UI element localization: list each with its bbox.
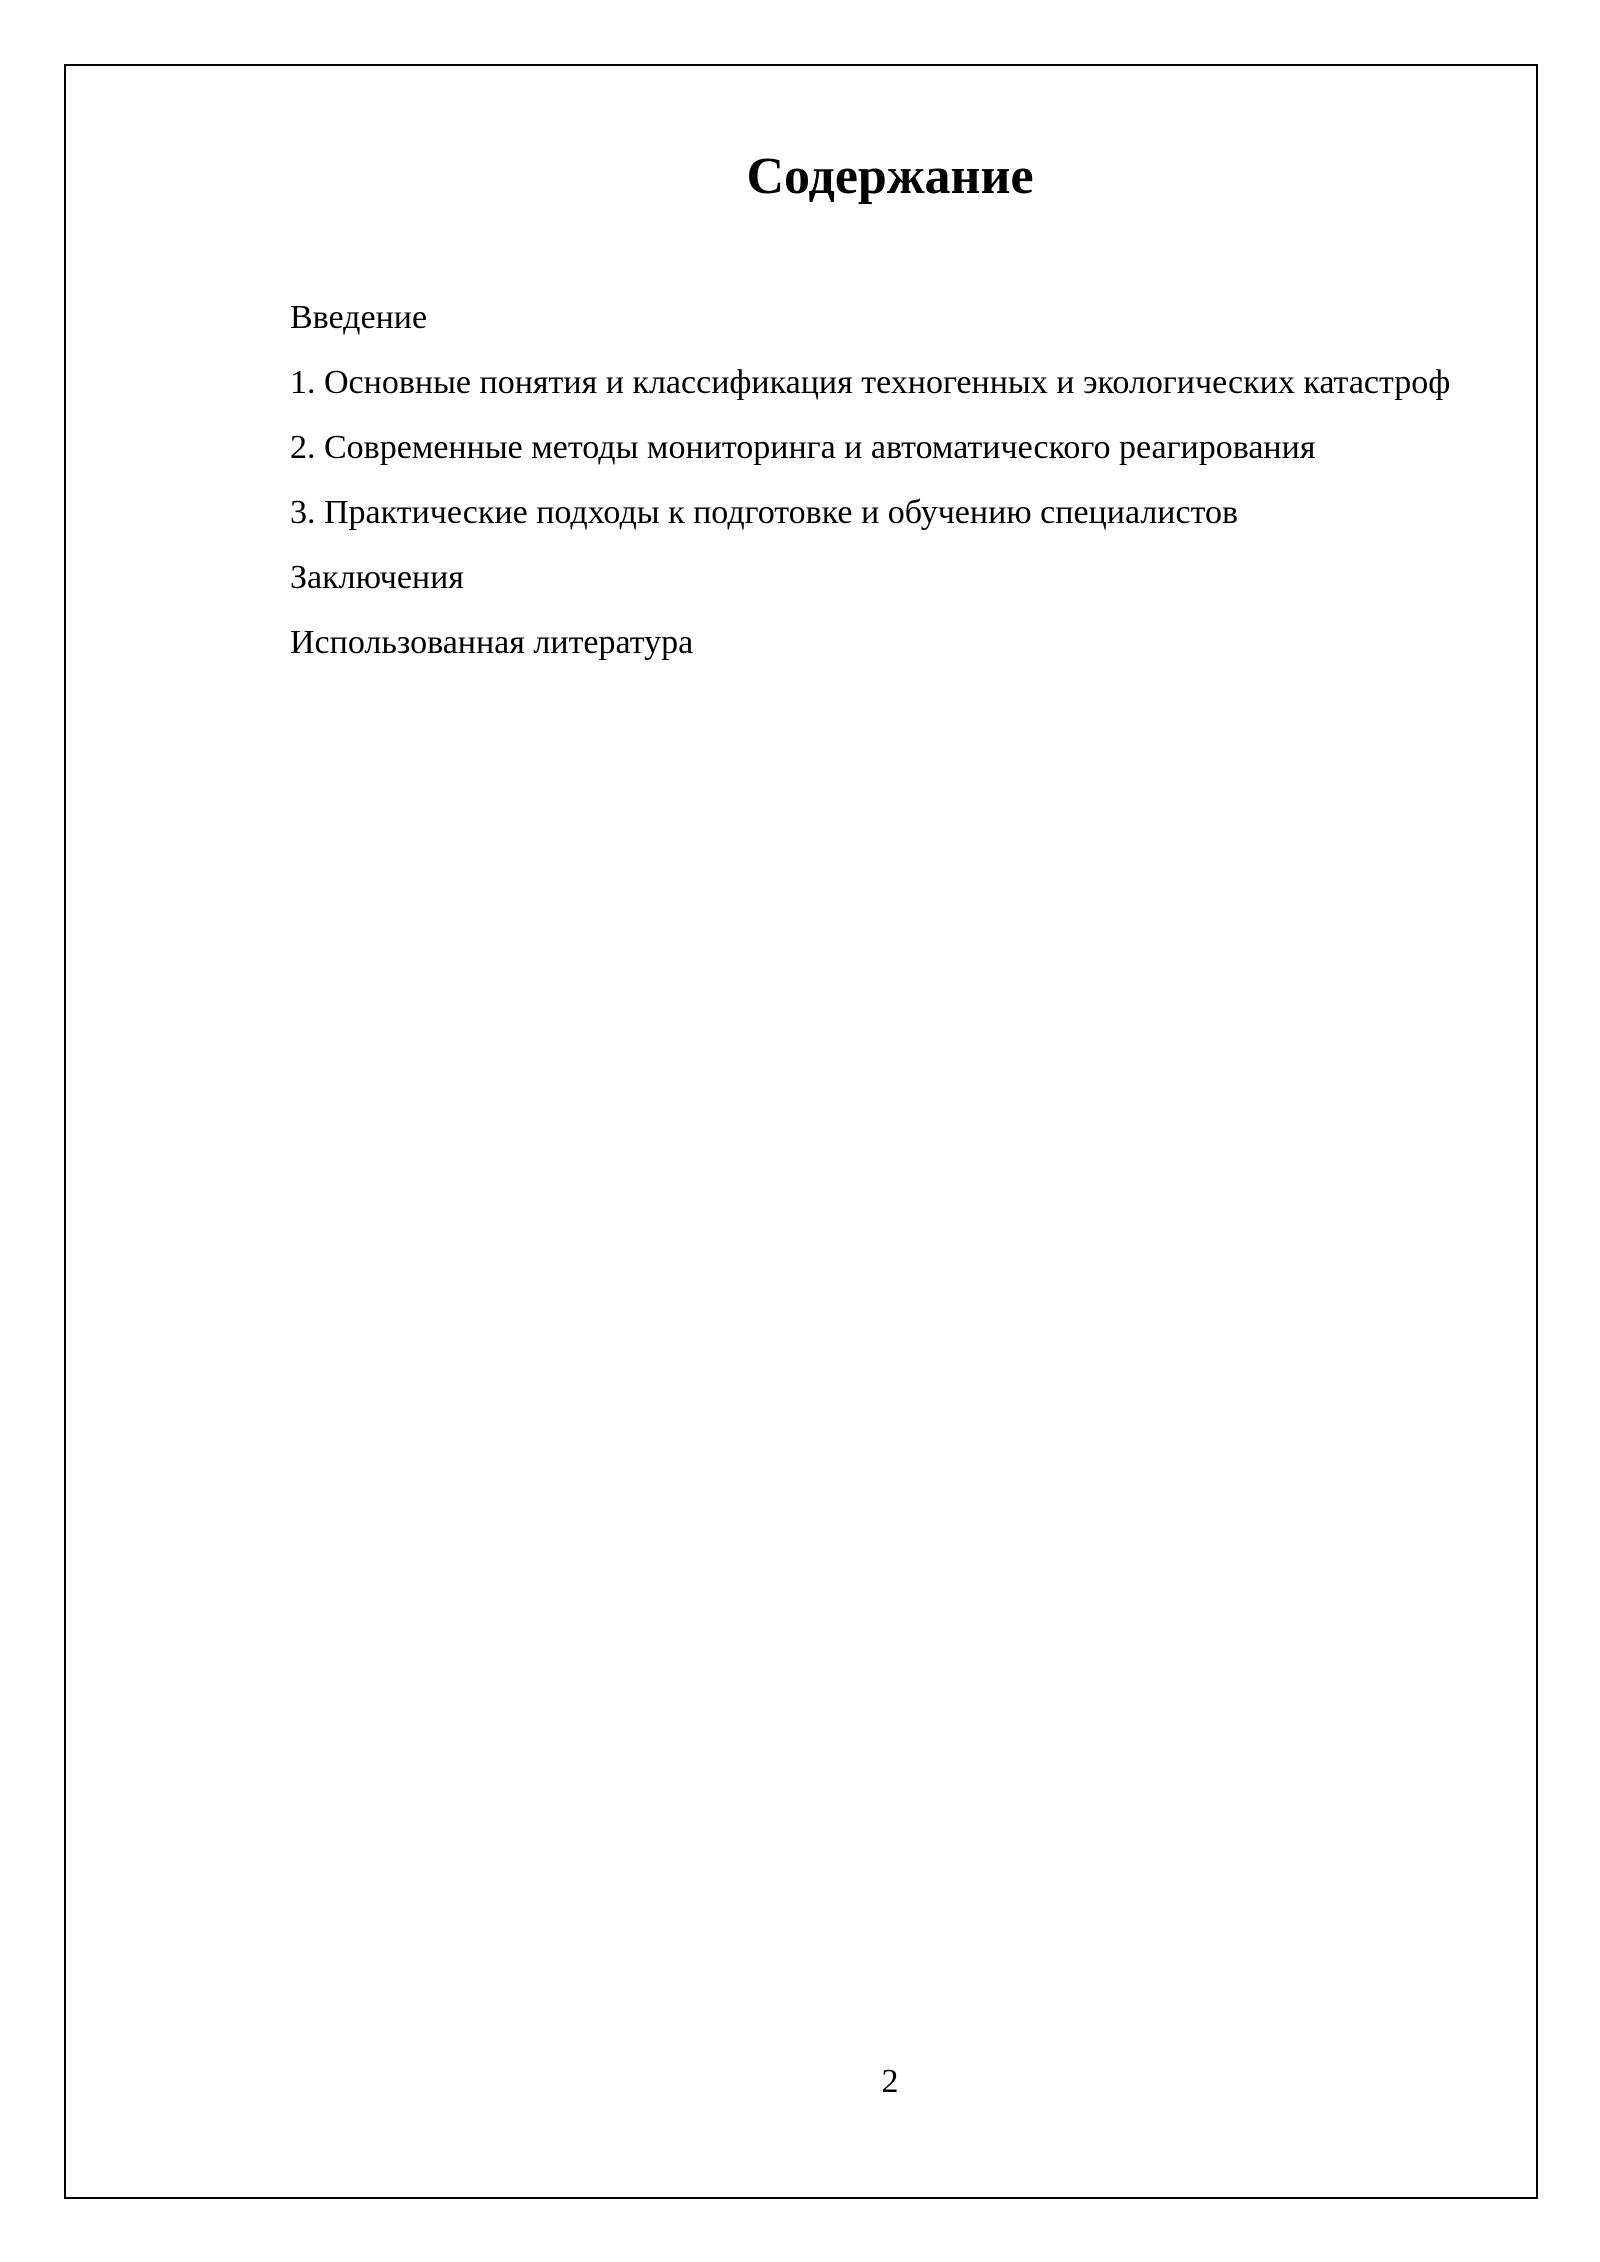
toc-entry-chapter-2: 2. Современные методы мониторинга и автоматического реагирования	[290, 429, 1316, 466]
toc-entry-chapter-3: 3. Практические подходы к подготовке и обучению специалистов	[290, 494, 1239, 531]
toc-entry-conclusion: Заключения	[290, 559, 464, 596]
page-title: Содержание	[746, 148, 1034, 205]
toc-entry-references: Использованная литература	[290, 624, 694, 661]
toc-entry-introduction: Введение	[290, 299, 428, 336]
table-of-contents	[228, 285, 1487, 675]
toc-entry-chapter-1: 1. Основные понятия и классификация техногенных и экологических катастроф	[290, 364, 1451, 401]
page-number: 2	[881, 2063, 899, 2100]
